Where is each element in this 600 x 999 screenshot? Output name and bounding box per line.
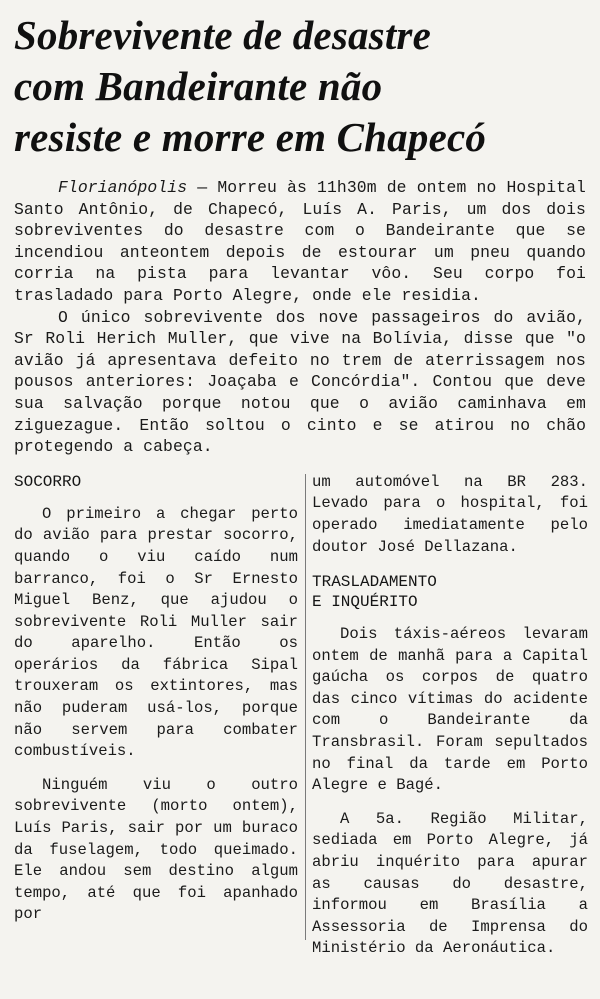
right-paragraph-2: A 5a. Região Militar, sediada em Porto Alegre, já abriu inquérito para apurar as causas do desastre, informou em Brasília a Assessoria de Imprensa do Ministério da Aeronáutica.: [312, 809, 588, 958]
lead-paragraph-2: O único sobrevivente dos nove passageiros do avião, Sr Roli Herich Muller, que vive na Bolívia, disse que "o avião já apresentava defeito no trem de aterrissagem nos pousos anteriores: Joaçaba e Concórdia". Contou que deve sua salvação porque notou que o avião caminhava em ziguezague. Então soltou o cinto e se atirou no chão protegendo a cabeça.: [14, 307, 586, 457]
headline-line-3: resiste e morre em Chapecó: [14, 114, 487, 160]
left-paragraph-1: O primeiro a chegar perto do avião para prestar socorro, quando o viu caído num barranco, foi o Sr Ernesto Miguel Benz, que ajudou o sobrevivente Roli Muller sair do aparelho. Então os operários da fábrica Sipal trouxeram os extintores, mas não puderam usá-los, porque não servem para combater combustíveis.: [14, 504, 298, 761]
right-paragraph-1: Dois táxis-aéreos levaram ontem de manhã para a Capital gaúcha os corpos de quatro das cinco vítimas do acidente com o Bandeirante da Transbrasil. Foram sepultados no final da tarde em Porto Alegre e Bagé.: [312, 625, 588, 795]
lead-paragraph-1-text: — Morreu às 11h30m de ontem no Hospital Santo Antônio, de Chapecó, Luís A. Paris, um dos dois sobreviventes do desastre com o Bandeirante que se incendiou anteontem depois de estourar um pneu quando corria na pista para levantar vôo. Seu corpo foi trasladado para Porto Alegre, onde ele residia.: [14, 178, 586, 305]
right-continuation: um automóvel na BR 283. Levado para o hospital, foi operado imediatamente pelo doutor José Dellazana.: [312, 472, 588, 556]
headline-line-1: Sobrevivente de desastre: [14, 12, 431, 58]
left-paragraph-2: Ninguém viu o outro sobrevivente (morto ontem), Luís Paris, sair por um buraco da fuselagem, todo queimado. Ele andou sem destino algum tempo, até que foi apanhado por: [14, 775, 298, 924]
lead-paragraph-1: [14, 177, 586, 307]
lead-section: [14, 177, 586, 458]
two-column-body: [14, 472, 588, 958]
left-column: [14, 472, 298, 938]
right-column: [312, 472, 588, 972]
subhead-trasladamento: TRASLADAMENTO E INQUÉRITO: [312, 573, 437, 612]
column-divider: [305, 474, 306, 940]
dateline: Florianópolis: [58, 178, 188, 197]
subhead-socorro: SOCORRO: [14, 472, 82, 491]
headline-line-2: com Bandeirante não: [14, 63, 383, 109]
headline: [14, 10, 586, 163]
